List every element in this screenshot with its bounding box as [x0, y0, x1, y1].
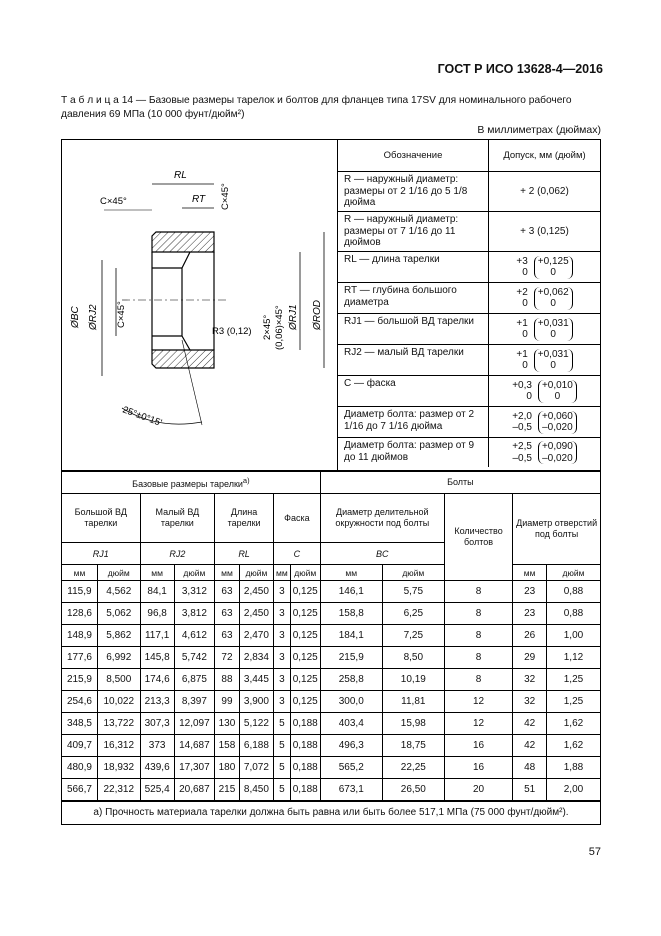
sym-c: C: [274, 543, 321, 565]
group-bolts: Болты: [320, 472, 600, 494]
table-cell: 26: [513, 625, 547, 647]
table-cell: 2,470: [239, 625, 273, 647]
tolerance-designation: RJ2 — малый ВД тарелки: [338, 345, 489, 375]
table-cell: 0,188: [290, 779, 320, 801]
plate-drawing: [62, 140, 338, 470]
table-cell: 99: [215, 691, 240, 713]
table-cell: 3,445: [239, 669, 273, 691]
unit-in: дюйм: [239, 565, 273, 581]
table-cell: 254,6: [62, 691, 97, 713]
tolerance-value: + 2 (0,062): [520, 185, 569, 197]
table-cell: 215: [215, 779, 240, 801]
header-rl: Длина тарелки: [215, 494, 274, 543]
table-cell: 16: [444, 735, 512, 757]
table-cell: 63: [215, 581, 240, 603]
table-cell: 96,8: [140, 603, 174, 625]
unit-mm: мм: [274, 565, 291, 581]
table-cell: 3: [274, 603, 291, 625]
label-r3: R3 (0,12): [212, 326, 252, 337]
table-cell: 84,1: [140, 581, 174, 603]
table-cell: 5,862: [97, 625, 140, 647]
table-cell: 5: [274, 735, 291, 757]
unit-in: дюйм: [382, 565, 444, 581]
table-cell: 51: [513, 779, 547, 801]
table-cell: 17,307: [174, 757, 214, 779]
label-chamfer-in: (0,06)×45°: [274, 305, 285, 350]
table-cell: 0,88: [546, 603, 600, 625]
table-cell: 7,25: [382, 625, 444, 647]
label-rl: RL: [174, 170, 187, 181]
caption-label: Т а б л и ц а: [61, 95, 119, 106]
table-row: [62, 757, 600, 779]
table-cell: 3: [274, 647, 291, 669]
table-cell: 20,687: [174, 779, 214, 801]
table-cell: 213,3: [140, 691, 174, 713]
header-rj1: Большой ВД тарелки: [62, 494, 140, 543]
header-c: Фаска: [274, 494, 321, 543]
table-cell: 8: [444, 603, 512, 625]
table-cell: 22,312: [97, 779, 140, 801]
table-cell: 480,9: [62, 757, 97, 779]
tolerance-pm: +2,5 –0,5 +0,090 –0,020: [512, 441, 577, 464]
table-cell: 8: [444, 581, 512, 603]
table-cell: 1,88: [546, 757, 600, 779]
header-hole: Диаметр отверстий под болты: [513, 494, 600, 565]
tolerance-designation: Диаметр болта: размер от 9 до 11 дюймов: [338, 438, 489, 467]
table-cell: 180: [215, 757, 240, 779]
table-cell: 5: [274, 779, 291, 801]
table-cell: 88: [215, 669, 240, 691]
sym-rj2: RJ2: [140, 543, 215, 565]
table-cell: 158: [215, 735, 240, 757]
table-cell: 11,81: [382, 691, 444, 713]
tolerance-designation: R — наружный диаметр: размеры от 7 1/16 до 11 дюймов: [338, 212, 489, 251]
unit-mm: мм: [513, 565, 547, 581]
table-cell: 130: [215, 713, 240, 735]
label-angle: 25°±0°15': [120, 404, 164, 429]
table-cell: 23: [513, 603, 547, 625]
table-cell: 3: [274, 581, 291, 603]
table-cell: 0,125: [290, 581, 320, 603]
table-cell: 6,992: [97, 647, 140, 669]
table-cell: 15,98: [382, 713, 444, 735]
unit-in: дюйм: [174, 565, 214, 581]
table-cell: 16,312: [97, 735, 140, 757]
table-cell: 0,125: [290, 669, 320, 691]
label-c45-top: C×45°: [100, 196, 127, 207]
table-cell: 26,50: [382, 779, 444, 801]
table-cell: 1,62: [546, 713, 600, 735]
table-cell: 5,75: [382, 581, 444, 603]
table-row: [62, 713, 600, 735]
tolerance-col-designation: Обозначение: [338, 140, 489, 171]
table-cell: 23: [513, 581, 547, 603]
table-cell: 12,097: [174, 713, 214, 735]
table-cell: 300,0: [320, 691, 382, 713]
table-cell: 8: [444, 625, 512, 647]
bore-outline: [152, 252, 214, 350]
table-cell: 18,932: [97, 757, 140, 779]
table-cell: 5: [274, 713, 291, 735]
table-cell: 307,3: [140, 713, 174, 735]
table-cell: 63: [215, 625, 240, 647]
table-cell: 14,687: [174, 735, 214, 757]
table-cell: 673,1: [320, 779, 382, 801]
table-row: [62, 603, 600, 625]
label-bc: ØBC: [70, 306, 81, 328]
table-cell: 1,62: [546, 735, 600, 757]
table-cell: 6,188: [239, 735, 273, 757]
tolerance-designation: Диаметр болта: размер от 2 1/16 до 7 1/16 дюйма: [338, 407, 489, 437]
table-cell: 128,6: [62, 603, 97, 625]
tolerance-designation: C — фаска: [338, 376, 489, 406]
table-cell: 148,9: [62, 625, 97, 647]
unit-mm: мм: [140, 565, 174, 581]
table-cell: 32: [513, 669, 547, 691]
table-cell: 3,312: [174, 581, 214, 603]
table-row: [62, 669, 600, 691]
label-rj1: ØRJ1: [288, 304, 299, 330]
table-caption: [61, 94, 601, 122]
table-cell: 146,1: [320, 581, 382, 603]
tolerance-table: [338, 140, 600, 470]
table-cell: 4,612: [174, 625, 214, 647]
table-cell: 115,9: [62, 581, 97, 603]
header-count: Количество болтов: [444, 494, 512, 581]
table-cell: 3: [274, 669, 291, 691]
table-cell: 22,25: [382, 757, 444, 779]
tolerance-designation: RJ1 — большой ВД тарелки: [338, 314, 489, 344]
table-cell: 5,122: [239, 713, 273, 735]
table-cell: 42: [513, 713, 547, 735]
tolerance-pm: +3 0 +0,125 0: [516, 256, 572, 279]
caption-text: 14 — Базовые размеры тарелок и болтов для фланцев типа 17SV для номинального рабочего давления 69 МПа (10 000 фунт/дюйм²): [61, 95, 572, 120]
label-rj2: ØRJ2: [88, 304, 99, 330]
table-body: [62, 581, 600, 801]
table-cell: 16: [444, 757, 512, 779]
unit-mm: мм: [62, 565, 97, 581]
table-cell: 3: [274, 625, 291, 647]
table-row: [62, 779, 600, 801]
table-cell: 2,834: [239, 647, 273, 669]
table-cell: 4,562: [97, 581, 140, 603]
tolerance-designation: RL — длина тарелки: [338, 252, 489, 282]
table-cell: 18,75: [382, 735, 444, 757]
table-cell: 3,812: [174, 603, 214, 625]
table-cell: 8: [444, 669, 512, 691]
table-cell: 1,00: [546, 625, 600, 647]
table-cell: 409,7: [62, 735, 97, 757]
table-cell: 2,00: [546, 779, 600, 801]
table-row: [62, 625, 600, 647]
table-cell: 117,1: [140, 625, 174, 647]
table-cell: 3,900: [239, 691, 273, 713]
table-cell: 0,125: [290, 691, 320, 713]
table-cell: 29: [513, 647, 547, 669]
header-rj2: Малый ВД тарелки: [140, 494, 215, 543]
table-cell: 32: [513, 691, 547, 713]
table-cell: 5,742: [174, 647, 214, 669]
table-cell: 0,125: [290, 603, 320, 625]
lower-wall-section: [152, 350, 214, 368]
table-cell: 6,25: [382, 603, 444, 625]
table-cell: 12: [444, 691, 512, 713]
table-cell: 174,6: [140, 669, 174, 691]
table-cell: 0,125: [290, 625, 320, 647]
label-rt: RT: [192, 194, 206, 205]
table-cell: 403,4: [320, 713, 382, 735]
unit-mm: мм: [215, 565, 240, 581]
table-cell: 145,8: [140, 647, 174, 669]
header-bc: Диаметр делительной окружности под болты: [320, 494, 444, 543]
table-cell: 5: [274, 757, 291, 779]
table-cell: 373: [140, 735, 174, 757]
table-cell: 3: [274, 691, 291, 713]
tolerance-pm: +2,0 –0,5 +0,060 –0,020: [512, 411, 577, 434]
table-cell: 12: [444, 713, 512, 735]
table-cell: 158,8: [320, 603, 382, 625]
table-cell: 8,397: [174, 691, 214, 713]
table-cell: 1,25: [546, 691, 600, 713]
table-cell: 496,3: [320, 735, 382, 757]
document-code: ГОСТ Р ИСО 13628-4—2016: [437, 62, 603, 76]
table-cell: 0,188: [290, 735, 320, 757]
tolerance-designation: RT — глубина большого диаметра: [338, 283, 489, 313]
unit-in: дюйм: [290, 565, 320, 581]
table-cell: 215,9: [320, 647, 382, 669]
label-chamfer: 2×45°: [262, 314, 273, 340]
table-row: [62, 691, 600, 713]
dimensions-table: [62, 471, 600, 801]
table-cell: 0,88: [546, 581, 600, 603]
table-cell: 2,450: [239, 603, 273, 625]
main-table: [61, 139, 601, 825]
table-cell: 258,8: [320, 669, 382, 691]
table-row: [62, 735, 600, 757]
tolerance-pm: +1 0 +0,031 0: [516, 318, 572, 341]
table-cell: 1,25: [546, 669, 600, 691]
tolerance-pm: +2 0 +0,062 0: [516, 287, 572, 310]
label-c45-inner: C×45°: [116, 301, 127, 328]
table-cell: 63: [215, 603, 240, 625]
tolerance-designation: R — наружный диаметр: размеры от 2 1/16 до 5 1/8 дюйма: [338, 172, 489, 211]
table-cell: 1,12: [546, 647, 600, 669]
page-number: 57: [588, 846, 601, 858]
table-cell: 0,188: [290, 757, 320, 779]
table-cell: 10,022: [97, 691, 140, 713]
table-cell: 566,7: [62, 779, 97, 801]
table-cell: 13,722: [97, 713, 140, 735]
table-cell: 0,188: [290, 713, 320, 735]
tolerance-pm: +1 0 +0,031 0: [516, 349, 572, 372]
table-cell: 6,875: [174, 669, 214, 691]
footnote: а) Прочность материала тарелки должна быть равна или быть более 517,1 МПа (75 000 фунт/дюйм²).: [62, 801, 600, 824]
table-cell: 5,062: [97, 603, 140, 625]
table-row: [62, 647, 600, 669]
table-row: [62, 581, 600, 603]
label-rod: ØROD: [312, 300, 323, 330]
table-cell: 348,5: [62, 713, 97, 735]
table-cell: 7,072: [239, 757, 273, 779]
table-cell: 525,4: [140, 779, 174, 801]
tolerance-value: + 3 (0,125): [520, 225, 569, 237]
tolerance-pm: +0,3 0 +0,010 0: [512, 380, 577, 403]
table-cell: 8,50: [382, 647, 444, 669]
table-cell: 10,19: [382, 669, 444, 691]
unit-in: дюйм: [546, 565, 600, 581]
table-cell: 439,6: [140, 757, 174, 779]
table-cell: 8: [444, 647, 512, 669]
unit-in: дюйм: [97, 565, 140, 581]
table-cell: 8,500: [97, 669, 140, 691]
plate-drawing-svg: [62, 140, 337, 470]
group-plate: Базовые размеры тарелки$^{а)}$: [62, 472, 320, 494]
tolerance-col-value: Допуск, мм (дюйм): [503, 149, 586, 161]
table-cell: 8,450: [239, 779, 273, 801]
sym-bc: BC: [320, 543, 444, 565]
table-cell: 215,9: [62, 669, 97, 691]
table-cell: 177,6: [62, 647, 97, 669]
sym-rl: RL: [215, 543, 274, 565]
table-cell: 0,125: [290, 647, 320, 669]
table-cell: 72: [215, 647, 240, 669]
table-cell: 2,450: [239, 581, 273, 603]
table-cell: 184,1: [320, 625, 382, 647]
table-cell: 20: [444, 779, 512, 801]
label-c45-vert: C×45°: [220, 183, 231, 210]
upper-wall-section: [152, 232, 214, 252]
table-cell: 48: [513, 757, 547, 779]
table-cell: 565,2: [320, 757, 382, 779]
sym-rj1: RJ1: [62, 543, 140, 565]
units-note: В миллиметрах (дюймах): [477, 124, 601, 136]
table-cell: 42: [513, 735, 547, 757]
unit-mm: мм: [320, 565, 382, 581]
